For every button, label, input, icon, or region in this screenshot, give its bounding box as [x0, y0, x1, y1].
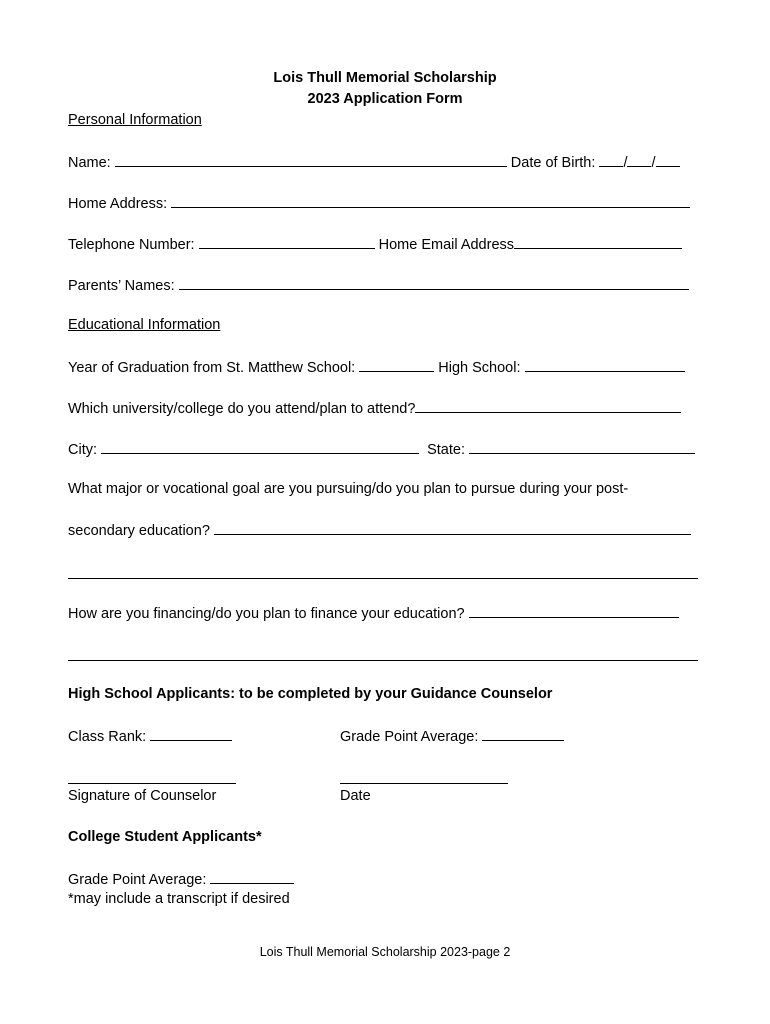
personal-info-heading: Personal Information [68, 112, 202, 128]
finance-field[interactable] [469, 604, 679, 618]
name-label: Name: [68, 155, 111, 171]
form-subtitle: 2023 Application Form [307, 91, 463, 107]
class-rank-field[interactable] [150, 727, 232, 741]
high-school-applicants-heading: High School Applicants: to be completed by your Guidance Counselor [68, 686, 553, 702]
state-field[interactable] [469, 440, 695, 454]
dob-separator: / [651, 155, 656, 171]
hs-gpa-label: Grade Point Average: [340, 729, 479, 745]
hs-gpa-block [340, 727, 564, 745]
city-state-row [68, 440, 695, 458]
phone-field[interactable] [199, 235, 375, 249]
name-field[interactable] [115, 153, 507, 167]
finance-row [68, 604, 679, 622]
address-row [68, 194, 690, 212]
graduation-label: Year of Graduation from St. Matthew School: [68, 360, 356, 376]
graduation-row [68, 358, 685, 376]
city-field[interactable] [101, 440, 419, 454]
counselor-signature-line[interactable] [68, 783, 236, 784]
email-label: Home Email Address [378, 237, 515, 253]
counselor-date-line[interactable] [340, 783, 508, 784]
phone-label: Telephone Number: [68, 237, 195, 253]
parents-row [68, 276, 689, 294]
class-rank-label: Class Rank: [68, 729, 147, 745]
date-caption: Date [340, 788, 371, 804]
university-row [68, 399, 681, 417]
dob-day-field[interactable] [627, 153, 651, 167]
college-gpa-row [68, 870, 294, 888]
dob-label: Date of Birth: [510, 155, 596, 171]
signature-caption: Signature of Counselor [68, 788, 217, 804]
major-question-line2: secondary education? [68, 523, 210, 539]
major-field[interactable] [214, 521, 691, 535]
dob-separator: / [623, 155, 628, 171]
transcript-note: *may include a transcript if desired [68, 891, 290, 907]
graduation-year-field[interactable] [359, 358, 434, 372]
major-row [68, 521, 691, 539]
major-question-line1: What major or vocational goal are you pursuing/do you plan to pursue during your post- [68, 481, 629, 497]
education-heading: Educational Information [68, 317, 221, 333]
form-title: Lois Thull Memorial Scholarship [273, 70, 497, 86]
city-label: City: [68, 442, 97, 458]
name-row [68, 153, 680, 171]
address-field[interactable] [171, 194, 690, 208]
university-label: Which university/college do you attend/plan to attend? [68, 401, 416, 417]
dob-year-field[interactable] [656, 153, 680, 167]
page-footer: Lois Thull Memorial Scholarship 2023-page 2 [259, 945, 511, 959]
hs-gpa-field[interactable] [482, 727, 564, 741]
parents-field[interactable] [179, 276, 689, 290]
high-school-field[interactable] [525, 358, 685, 372]
college-applicants-heading: College Student Applicants* [68, 829, 262, 845]
phone-email-row [68, 235, 682, 253]
college-gpa-field[interactable] [210, 870, 294, 884]
state-label: State: [427, 442, 465, 458]
email-field[interactable] [514, 235, 682, 249]
finance-extra-line[interactable] [68, 660, 698, 661]
dob-month-field[interactable] [599, 153, 623, 167]
college-gpa-label: Grade Point Average: [68, 872, 207, 888]
finance-label: How are you financing/do you plan to finance your education? [68, 606, 465, 622]
address-label: Home Address: [68, 196, 168, 212]
parents-label: Parents’ Names: [68, 278, 175, 294]
major-extra-line[interactable] [68, 578, 698, 579]
high-school-label: High School: [438, 360, 521, 376]
class-rank-block [68, 727, 232, 745]
university-field[interactable] [415, 399, 681, 413]
